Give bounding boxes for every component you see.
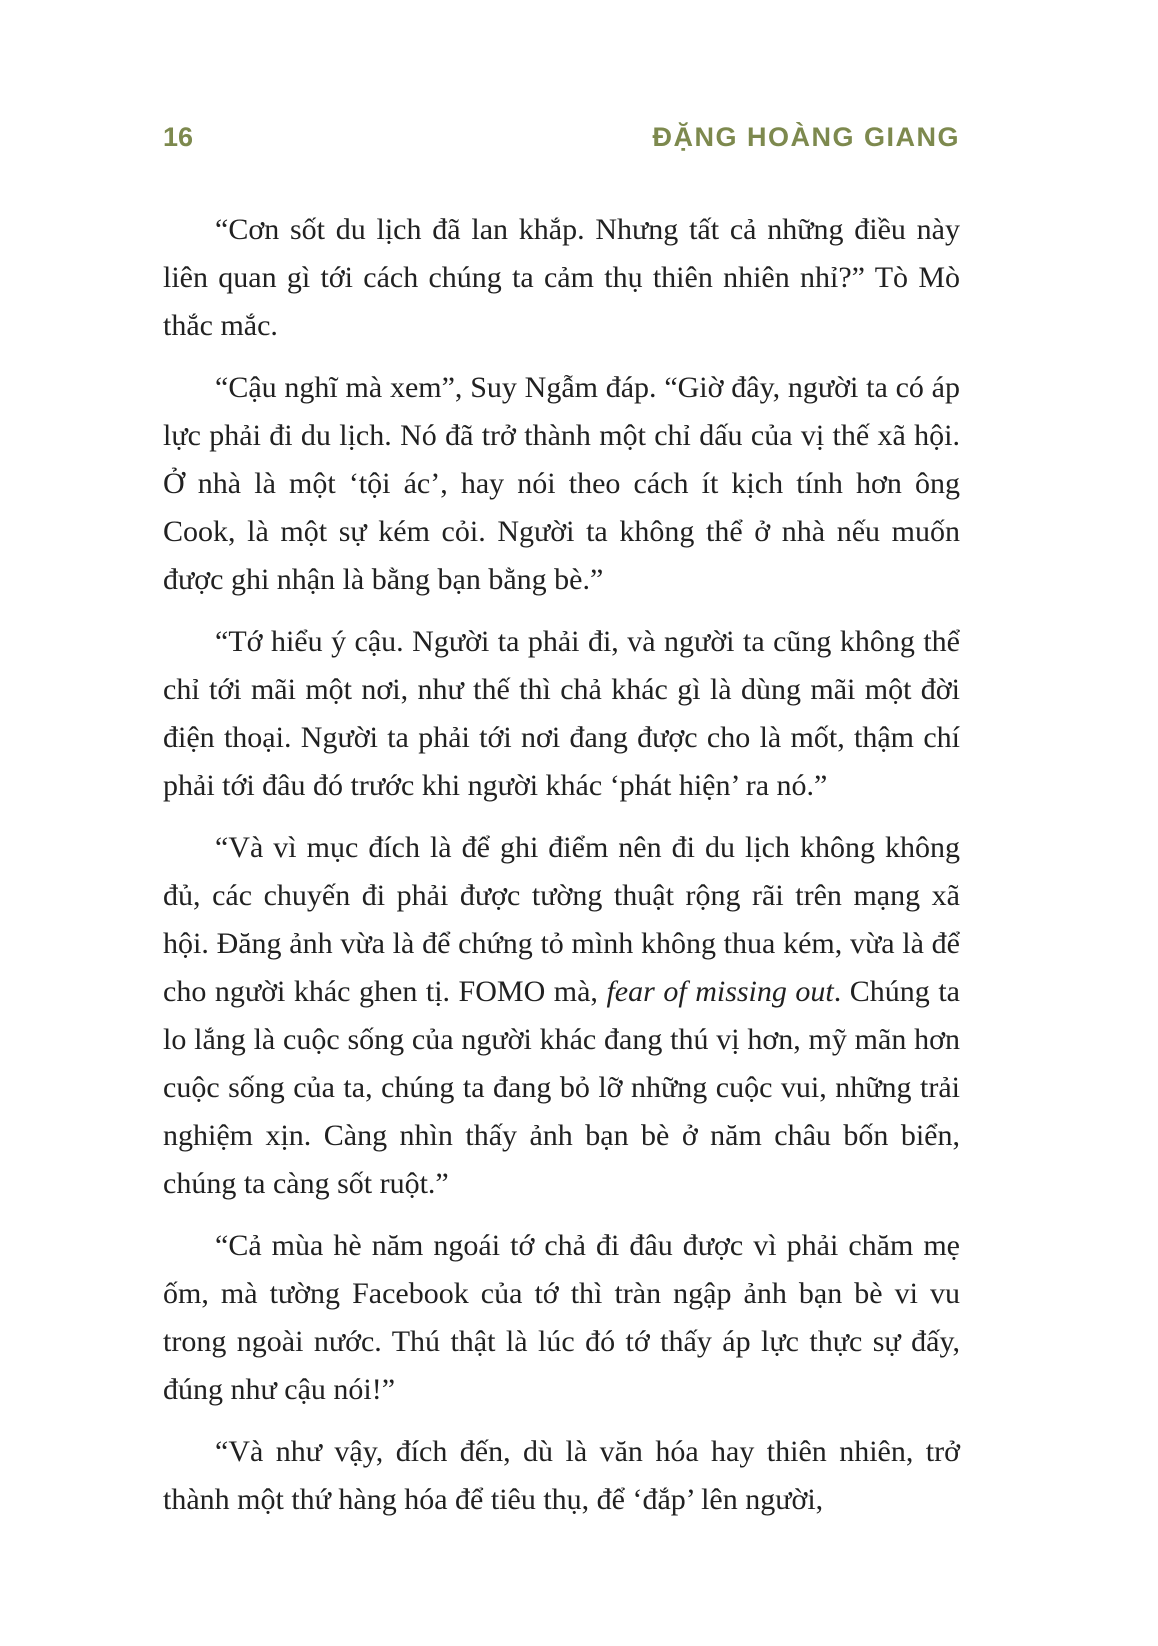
body-text: [163, 206, 960, 1524]
italic-phrase-fomo: fear of missing out: [606, 975, 834, 1008]
paragraph-2: “Cậu nghĩ mà xem”, Suy Ngẫm đáp. “Giờ đây, người ta có áp lực phải đi du lịch. Nó đã trở thành một chỉ dấu của vị thế xã hội. Ở nhà là một ‘tội ác’, hay nói theo cách ít kịch tính hơn ông Cook, là một sự kém cỏi. Người ta không thể ở nhà nếu muốn được ghi nhận là bằng bạn bằng bè.”: [163, 371, 960, 596]
paragraph-4: [163, 824, 960, 1208]
paragraph-6: “Và như vậy, đích đến, dù là văn hóa hay thiên nhiên, trở thành một thứ hàng hóa để tiêu thụ, để ‘đắp’ lên người,: [163, 1435, 960, 1516]
paragraph-1: “Cơn sốt du lịch đã lan khắp. Nhưng tất cả những điều này liên quan gì tới cách chúng ta cảm thụ thiên nhiên nhỉ?” Tò Mò thắc mắc.: [163, 213, 960, 342]
paragraph-text: “Và vì mục đích là để ghi điểm nên đi du lịch không không đủ, các chuyến đi phải được tường thuật rộng rãi trên mạng xã hội. Đăng ảnh vừa là để chứng tỏ mình không thua kém, vừa là để cho người khác ghen tị. FOMO mà,: [163, 831, 960, 1008]
paragraph-5: “Cả mùa hè năm ngoái tớ chả đi đâu được vì phải chăm mẹ ốm, mà tường Facebook của tớ thì tràn ngập ảnh bạn bè vi vu trong ngoài nước. Thú thật là lúc đó tớ thấy áp lực thực sự đấy, đúng như cậu nói!”: [163, 1229, 960, 1406]
paragraph-text: . Chúng ta lo lắng là cuộc sống của người khác đang thú vị hơn, mỹ mãn hơn cuộc sống của ta, chúng ta đang bỏ lỡ những cuộc vui, những trải nghiệm xịn. Càng nhìn thấy ảnh bạn bè ở năm châu bốn biển, chúng ta càng sốt ruột.”: [163, 975, 960, 1200]
page-number: 16: [163, 122, 194, 152]
running-header-author: ĐẶNG HOÀNG GIANG: [652, 122, 960, 152]
page-header: [163, 120, 960, 154]
paragraph-3: “Tớ hiểu ý cậu. Người ta phải đi, và người ta cũng không thể chỉ tới mãi một nơi, như thế thì chả khác gì là dùng mãi một đời điện thoại. Người ta phải tới nơi đang được cho là mốt, thậm chí phải tới đâu đó trước khi người khác ‘phát hiện’ ra nó.”: [163, 625, 960, 802]
